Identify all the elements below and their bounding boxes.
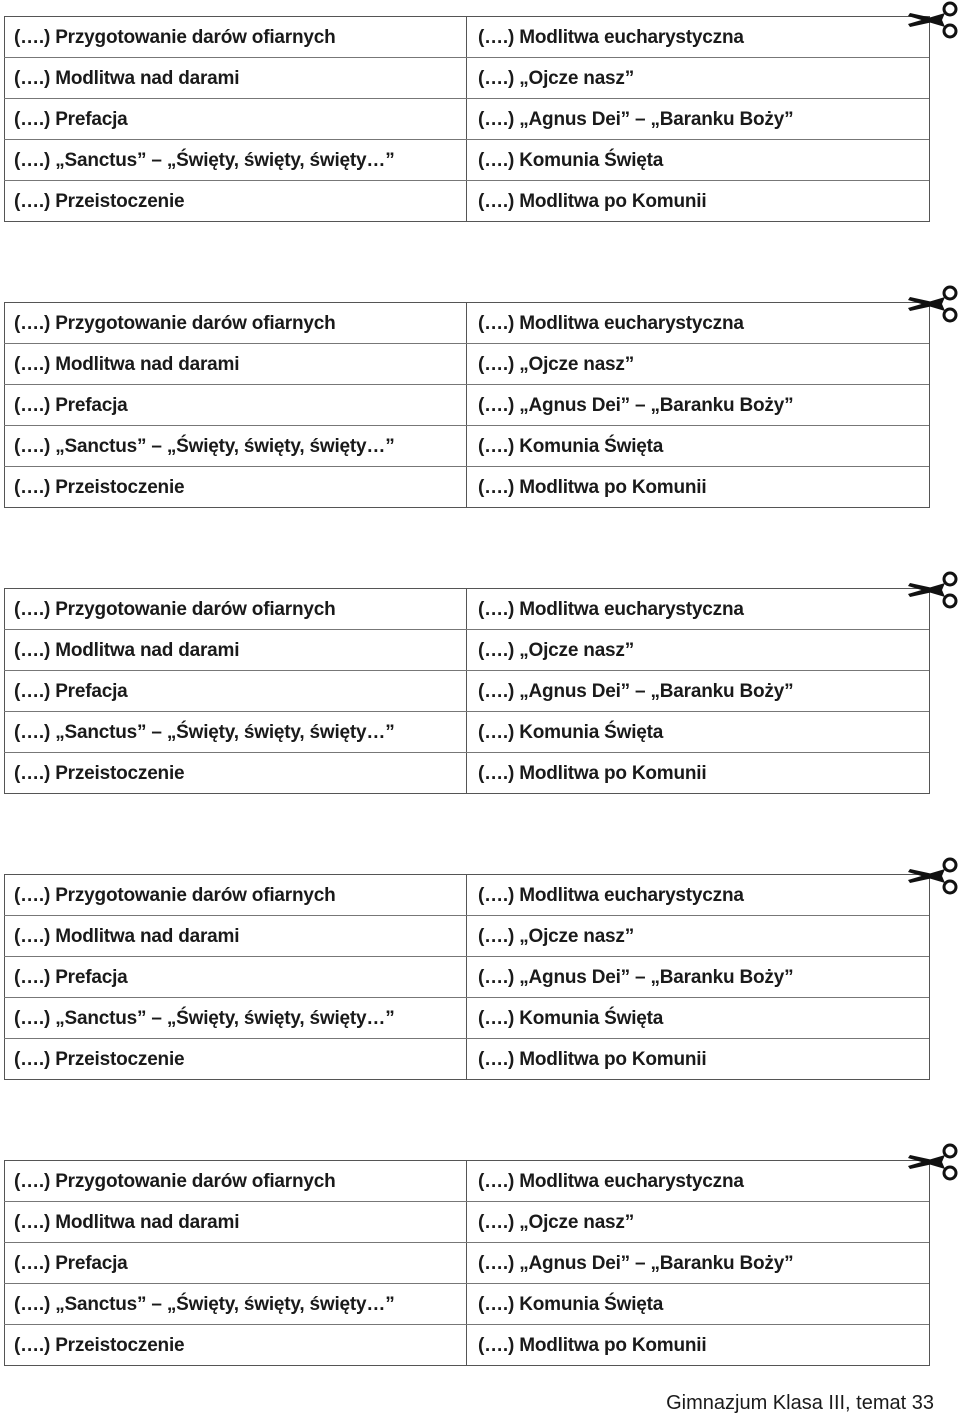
list-item: (….) Modlitwa eucharystyczna [466,589,930,630]
scissors-icon [904,856,960,896]
list-item: (….) Komunia Święta [466,998,930,1039]
cutout-card [4,302,930,508]
list-item: (….) Przygotowanie darów ofiarnych [4,589,466,630]
list-item: (….) „Sanctus” – „Święty, święty, święty…” [4,140,466,181]
list-item: (….) „Ojcze nasz” [466,58,930,99]
left-column [4,1161,467,1365]
cutout-card [4,16,930,222]
list-item: (….) „Sanctus” – „Święty, święty, święty…” [4,1284,466,1325]
list-item: (….) Przygotowanie darów ofiarnych [4,303,466,344]
list-item: (….) Modlitwa eucharystyczna [466,17,930,58]
right-column [466,1161,930,1365]
list-item: (….) Komunia Święta [466,140,930,181]
list-item: (….) „Agnus Dei” – „Baranku Boży” [466,385,930,426]
list-item: (….) Modlitwa eucharystyczna [466,875,930,916]
right-column [466,303,930,507]
list-item: (….) „Ojcze nasz” [466,916,930,957]
list-item: (….) Modlitwa nad darami [4,344,466,385]
list-item: (….) Modlitwa nad darami [4,630,466,671]
list-item: (….) „Ojcze nasz” [466,344,930,385]
list-item: (….) Modlitwa po Komunii [478,1335,707,1356]
list-item: (….) „Agnus Dei” – „Baranku Boży” [466,99,930,140]
list-item: (….) Przeistoczenie [14,191,185,212]
list-item: (….) Modlitwa po Komunii [478,1049,707,1070]
list-item: (….) Modlitwa po Komunii [478,191,707,212]
list-item: (….) Modlitwa nad darami [4,1202,466,1243]
list-item: (….) Przeistoczenie [14,1335,185,1356]
list-item: (….) Modlitwa nad darami [4,916,466,957]
list-item: (….) Modlitwa eucharystyczna [466,1161,930,1202]
left-column [4,589,467,793]
cutout-card [4,1160,930,1366]
list-item: (….) „Sanctus” – „Święty, święty, święty…” [4,998,466,1039]
list-item: (….) Modlitwa po Komunii [478,477,707,498]
list-item: (….) „Ojcze nasz” [466,630,930,671]
scissors-icon [904,0,960,40]
list-item: (….) Przeistoczenie [14,763,185,784]
scissors-icon [904,284,960,324]
left-column [4,875,467,1079]
list-item: (….) Prefacja [4,671,466,712]
list-item: (….) Prefacja [4,99,466,140]
left-column [4,303,467,507]
list-item: (….) Przygotowanie darów ofiarnych [4,1161,466,1202]
list-item: (….) Prefacja [4,1243,466,1284]
right-column [466,589,930,793]
list-item: (….) „Ojcze nasz” [466,1202,930,1243]
list-item: (….) Modlitwa eucharystyczna [466,303,930,344]
list-item: (….) Komunia Święta [466,426,930,467]
list-item: (….) Komunia Święta [466,1284,930,1325]
list-item: (….) „Agnus Dei” – „Baranku Boży” [466,957,930,998]
list-item: (….) „Sanctus” – „Święty, święty, święty…” [4,426,466,467]
list-item: (….) Przeistoczenie [14,477,185,498]
list-item: (….) Przygotowanie darów ofiarnych [4,17,466,58]
cutout-card [4,588,930,794]
list-item: (….) Komunia Święta [466,712,930,753]
page-footer: Gimnazjum Klasa III, temat 33 [666,1392,934,1414]
scissors-icon [904,570,960,610]
left-column [4,17,467,221]
list-item: (….) Przeistoczenie [14,1049,185,1070]
list-item: (….) „Agnus Dei” – „Baranku Boży” [466,1243,930,1284]
right-column [466,17,930,221]
list-item: (….) Przygotowanie darów ofiarnych [4,875,466,916]
right-column [466,875,930,1079]
list-item: (….) „Agnus Dei” – „Baranku Boży” [466,671,930,712]
cutout-card [4,874,930,1080]
list-item: (….) Modlitwa po Komunii [478,763,707,784]
scissors-icon [904,1142,960,1182]
list-item: (….) „Sanctus” – „Święty, święty, święty…” [4,712,466,753]
list-item: (….) Prefacja [4,385,466,426]
list-item: (….) Prefacja [4,957,466,998]
list-item: (….) Modlitwa nad darami [4,58,466,99]
